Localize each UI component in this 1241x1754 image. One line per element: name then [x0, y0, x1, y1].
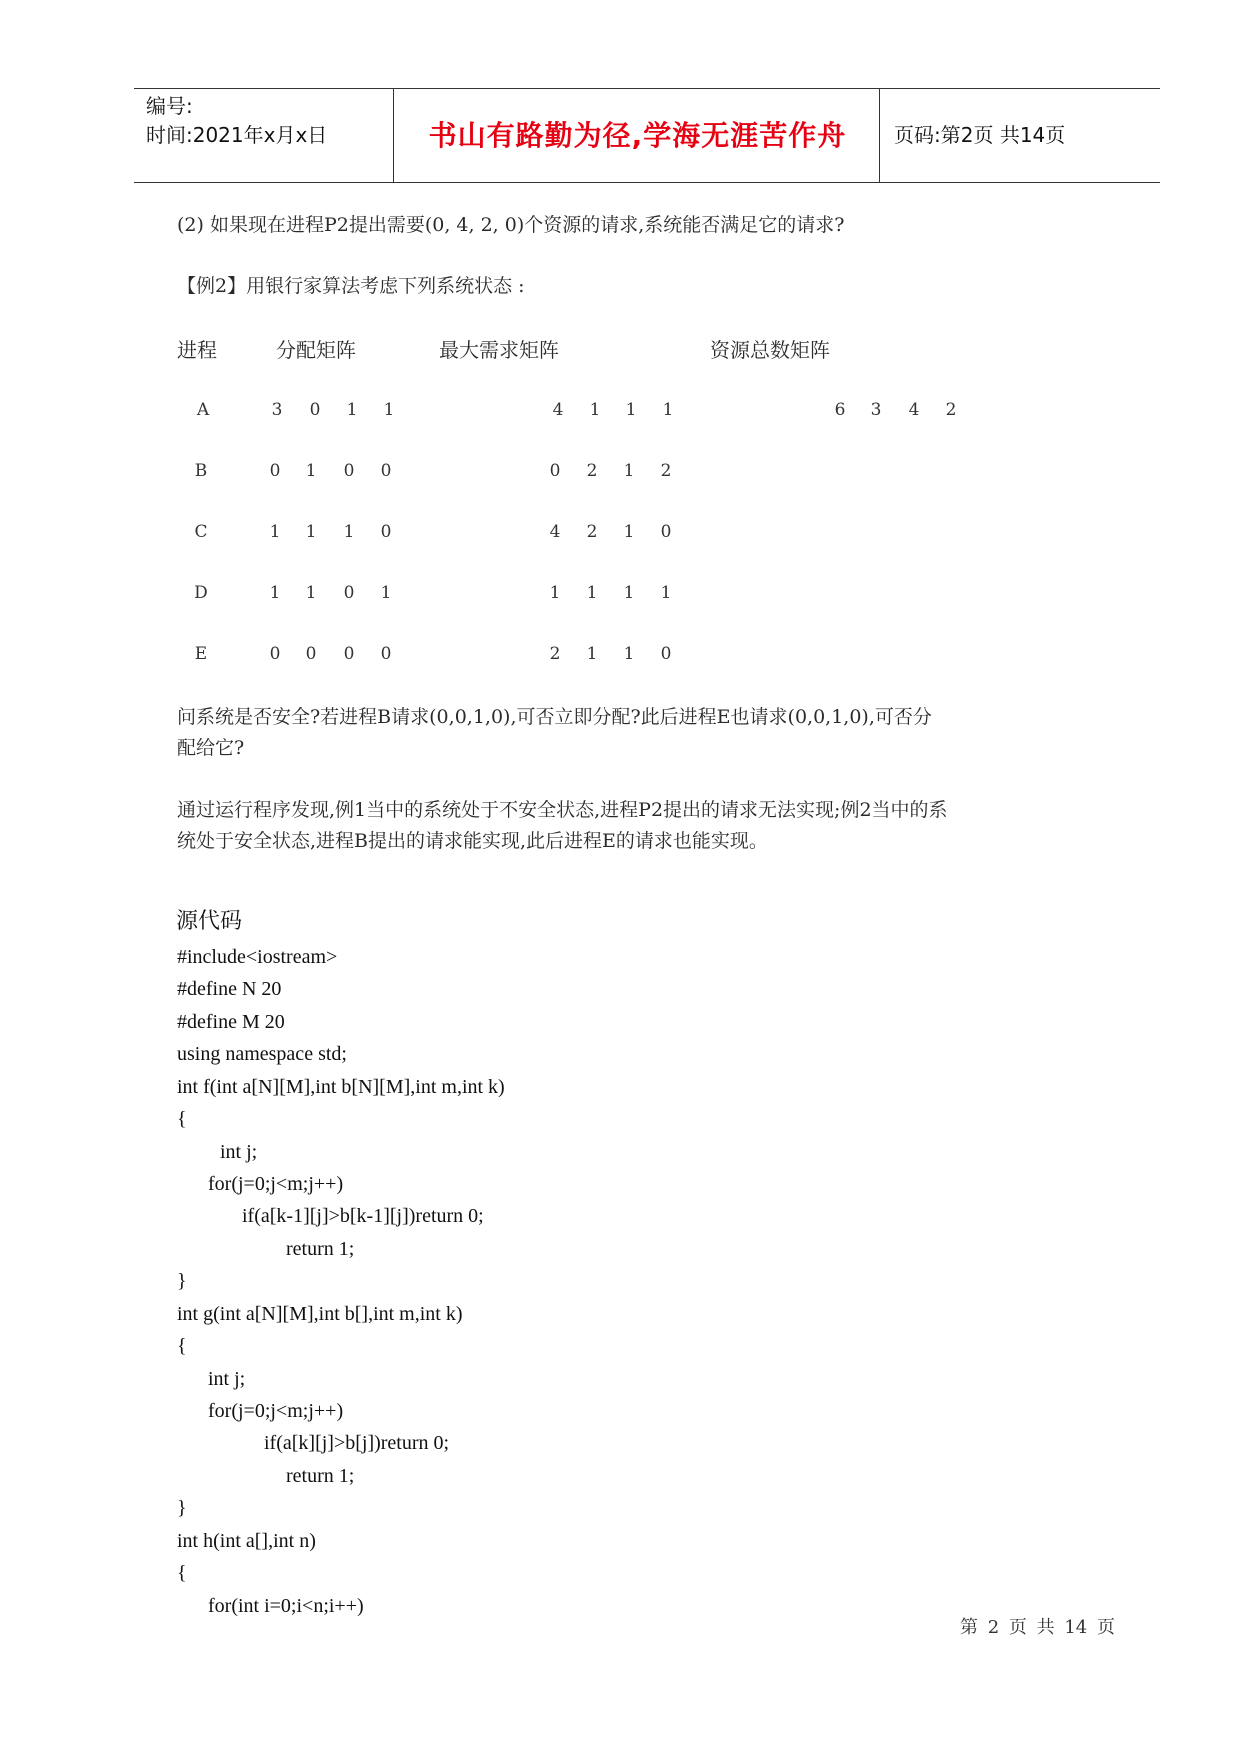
max-cell: 1 [625, 400, 637, 420]
alloc-cell: 0 [269, 644, 281, 664]
alloc-cell: 3 [271, 400, 283, 420]
safety-question [177, 702, 1137, 764]
code-line: #define M 20 [177, 1011, 285, 1033]
alloc-cell: 0 [269, 461, 281, 481]
alloc-cell: 0 [343, 461, 355, 481]
page-footer: 第 2 页 共 14 页 [960, 1617, 1115, 1638]
total-cell: 3 [870, 400, 882, 420]
code-line: for(j=0;j<m;j++) [208, 1400, 344, 1422]
header-max-need: 最大需求矩阵 [439, 338, 559, 362]
alloc-cell: 1 [305, 583, 317, 603]
process-label: D [194, 583, 208, 603]
text-line: 配给它? [177, 737, 245, 759]
alloc-cell: 1 [305, 461, 317, 481]
max-cell: 2 [586, 522, 598, 542]
alloc-cell: 0 [380, 644, 392, 664]
max-cell: 1 [623, 461, 635, 481]
code-line: int j; [220, 1141, 258, 1163]
time-label: 时间:2021年x月x日 [146, 123, 328, 147]
alloc-cell: 0 [380, 522, 392, 542]
code-line: { [177, 1108, 187, 1130]
max-cell: 1 [662, 400, 674, 420]
code-line: if(a[k][j]>b[j])return 0; [264, 1432, 450, 1454]
total-cell: 4 [908, 400, 920, 420]
alloc-cell: 0 [343, 644, 355, 664]
code-line: for(int i=0;i<n;i++) [208, 1595, 364, 1617]
code-line: #include<iostream> [177, 946, 338, 968]
code-line: int f(int a[N][M],int b[N][M],int m,int k) [177, 1076, 505, 1098]
header-process: 进程 [177, 338, 217, 362]
alloc-cell: 1 [346, 400, 358, 420]
alloc-cell: 1 [383, 400, 395, 420]
header-page-info: 页码:第2页 共14页 [894, 123, 1066, 147]
max-cell: 1 [586, 583, 598, 603]
header-divider [879, 89, 880, 182]
max-cell: 4 [549, 522, 561, 542]
process-label: A [196, 400, 210, 420]
max-cell: 1 [586, 644, 598, 664]
max-cell: 1 [660, 583, 672, 603]
alloc-cell: 1 [269, 522, 281, 542]
max-cell: 0 [660, 522, 672, 542]
max-cell: 1 [589, 400, 601, 420]
code-line: if(a[k-1][j]>b[k-1][j])return 0; [242, 1205, 484, 1227]
code-line: { [177, 1335, 187, 1357]
code-line: int j; [208, 1368, 246, 1390]
text-line: 统处于安全状态,进程B提出的请求能实现,此后进程E的请求也能实现。 [177, 830, 768, 852]
max-cell: 2 [586, 461, 598, 481]
page-header [134, 88, 1160, 183]
alloc-cell: 0 [309, 400, 321, 420]
max-cell: 1 [623, 583, 635, 603]
process-label: B [194, 461, 208, 481]
total-cell: 2 [945, 400, 957, 420]
question-2: (2) 如果现在进程P2提出需要(0, 4, 2, 0)个资源的请求,系统能否满足它的请求? [177, 214, 845, 236]
alloc-cell: 1 [305, 522, 317, 542]
code-line: int h(int a[],int n) [177, 1530, 316, 1552]
alloc-cell: 1 [343, 522, 355, 542]
code-line: int g(int a[N][M],int b[],int m,int k) [177, 1303, 463, 1325]
header-total: 资源总数矩阵 [710, 338, 830, 362]
conclusion-paragraph [177, 795, 1137, 857]
process-label: E [194, 644, 208, 664]
code-line: return 1; [286, 1465, 355, 1487]
max-cell: 2 [660, 461, 672, 481]
header-motto: 书山有路勤为径,学海无涯苦作舟 [428, 119, 847, 152]
alloc-cell: 1 [380, 583, 392, 603]
code-line: } [177, 1497, 187, 1519]
alloc-cell: 0 [305, 644, 317, 664]
text-line: 通过运行程序发现,例1当中的系统处于不安全状态,进程P2提出的请求无法实现;例2当中的系 [177, 799, 948, 821]
code-line: } [177, 1270, 187, 1292]
max-cell: 2 [549, 644, 561, 664]
max-cell: 1 [623, 644, 635, 664]
process-label: C [194, 522, 208, 542]
total-cell: 6 [834, 400, 846, 420]
text-line: 问系统是否安全?若进程B请求(0,0,1,0),可否立即分配?此后进程E也请求(0,0,1,0),可否分 [177, 706, 932, 728]
header-allocation: 分配矩阵 [276, 338, 356, 362]
code-line: using namespace std; [177, 1043, 347, 1065]
max-cell: 1 [549, 583, 561, 603]
alloc-cell: 0 [380, 461, 392, 481]
code-line: return 1; [286, 1238, 355, 1260]
example-2-title: 【例2】用银行家算法考虑下列系统状态 : [177, 275, 525, 297]
alloc-cell: 1 [269, 583, 281, 603]
max-cell: 0 [549, 461, 561, 481]
code-line: for(j=0;j<m;j++) [208, 1173, 344, 1195]
code-line: { [177, 1562, 187, 1584]
serial-label: 编号: [146, 94, 193, 118]
max-cell: 1 [623, 522, 635, 542]
alloc-cell: 0 [343, 583, 355, 603]
max-cell: 0 [660, 644, 672, 664]
header-divider [393, 89, 394, 182]
code-line: #define N 20 [177, 978, 282, 1000]
max-cell: 4 [552, 400, 564, 420]
header-meta [146, 92, 396, 150]
source-code-title: 源代码 [176, 909, 243, 934]
